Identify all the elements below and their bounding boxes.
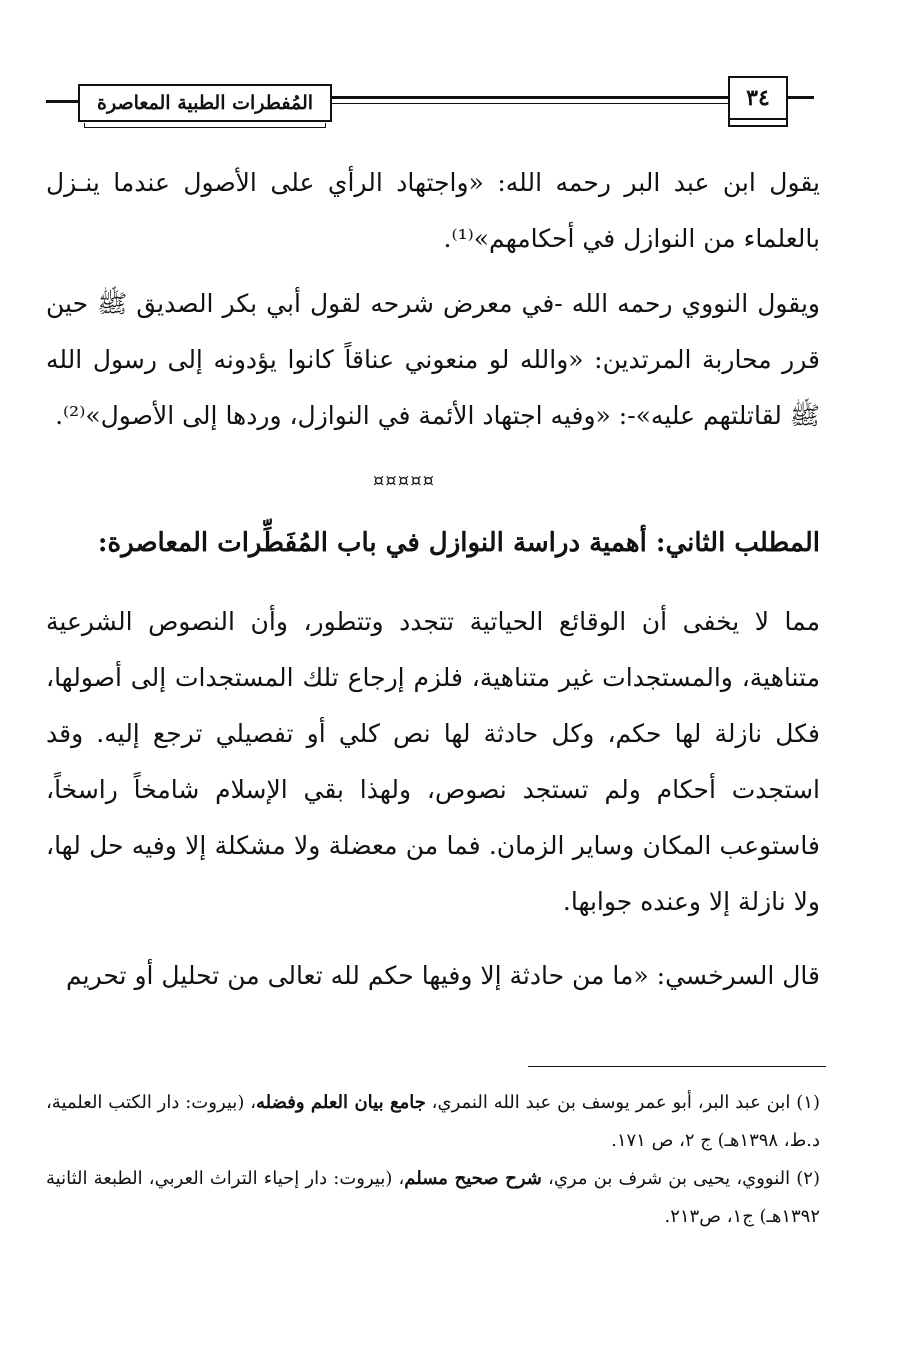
- paragraph-nawawi: ويقول النووي رحمه الله -في معرض شرحه لقول أبي بكر الصديق ﷺ حين قرر محاربة المرتدين: «والله لو منعوني عناقاً كانوا يؤدونه إلى رسول الله ﷺ لقاتلتهم عليه»-: «وفيه اجتهاد الأئمة في النوازل، وردها إلى الأصول»⁽²⁾.: [46, 289, 820, 430]
- header-rule-right: [784, 96, 814, 99]
- paragraph-ibn-abd-al-barr: يقول ابن عبد البر رحمه الله: «واجتهاد الرأي على الأصول عندما ينـزل بالعلماء من النوازل في أحكامهم»⁽¹⁾.: [46, 168, 820, 253]
- footnote-separator: [528, 1066, 826, 1067]
- footnote-1-suffix: ، (بيروت: دار الكتب العلمية، د.ط، ١٣٩٨هـ) ج ٢، ص ١٧١.: [46, 1092, 820, 1151]
- footnote-2-prefix: (٢) النووي، يحيى بن شرف بن مري،: [541, 1168, 820, 1189]
- footnote-2-title: شرح صحيح مسلم: [404, 1168, 542, 1189]
- footnote-1-title: جامع بيان العلم وفضله: [256, 1092, 426, 1113]
- paragraph-importance: مما لا يخفى أن الوقائع الحياتية تتجدد وتتطور، وأن النصوص الشرعية متناهية، والمستجدات غير متناهية، فلزم إرجاع تلك المستجدات إلى أصولها، فكل نازلة لها حكم، وكل حادثة لها نص كلي أو تفصيلي ترجع إليه. وقد استجدت أحكام ولم تستجد نصوص، ولهذا بقي الإسلام شامخاً راسخاً، فاستوعب المكان وساير الزمان. فما من معضلة ولا مشكلة إلا وفيه حل لها، ولا نازلة إلا وعنده جوابها.: [46, 607, 820, 916]
- footnote-1-prefix: (١) ابن عبد البر، أبو عمر يوسف بن عبد الله النمري،: [425, 1092, 820, 1113]
- header-rule-left: [46, 100, 78, 103]
- header-rule-middle-thin: [328, 103, 728, 104]
- running-title: المُفطرات الطبية المعاصرة: [78, 84, 332, 122]
- header-rule-middle: [328, 96, 728, 99]
- heading-label: المطلب الثاني: [665, 528, 820, 558]
- paragraph-sarakhsi: قال السرخسي: «ما من حادثة إلا وفيها حكم لله تعالى من تحليل أو تحريم: [66, 961, 820, 990]
- section-ornament: ¤¤¤¤¤: [372, 470, 436, 491]
- footnote-2: [46, 1160, 820, 1236]
- footnote-1: [46, 1084, 820, 1160]
- footnote-2-suffix: ، (بيروت: دار إحياء التراث العربي، الطبعة الثانية ١٣٩٢هـ) ج١، ص٢١٣.: [46, 1168, 820, 1227]
- section-heading: [46, 528, 820, 558]
- page-number: ٣٤: [728, 76, 788, 120]
- heading-text: : أهمية دراسة النوازل في باب المُفَطِّرات المعاصرة:: [97, 528, 666, 558]
